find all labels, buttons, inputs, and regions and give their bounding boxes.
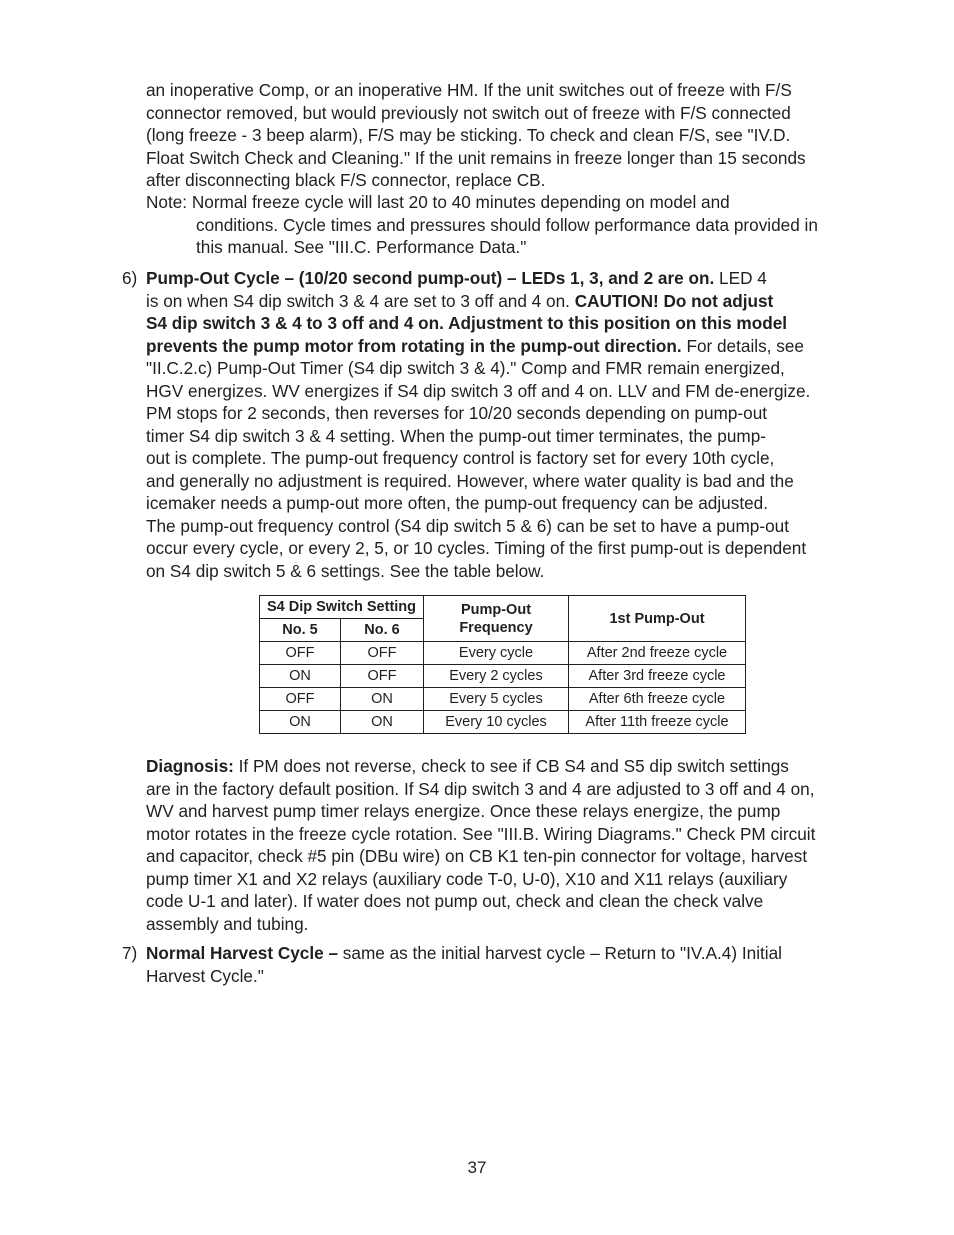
table-cell: ON	[341, 711, 424, 734]
text-line: pump timer X1 and X2 relays (auxiliary code T-0, U-0), X10 and X11 relays (auxiliary	[146, 868, 788, 889]
text-line: conditions. Cycle times and pressures should follow performance data provided in	[196, 214, 818, 235]
text-line: after disconnecting black F/S connector, replace CB.	[146, 170, 546, 190]
text-line: occur every cycle, or every 2, 5, or 10 cycles. Timing of the first pump-out is dependent	[146, 538, 807, 558]
text-fragment: For details, see	[681, 335, 804, 356]
table-cell: ON	[260, 711, 341, 734]
text-line: WV and harvest pump timer relays energize. Once these relays energize, the pump	[146, 801, 781, 821]
caution-text: S4 dip switch 3 & 4 to 3 off and 4 on. Adjustment to this position on this model	[146, 313, 788, 333]
text-fragment: same as the initial harvest cycle – Return to "IV.A.4) Initial	[338, 943, 782, 963]
text-fragment: LED 4	[714, 268, 767, 288]
table-row	[260, 711, 746, 734]
table-header-no6: No. 6	[341, 619, 424, 642]
step7-title: Normal Harvest Cycle –	[146, 943, 339, 963]
text-line	[146, 942, 876, 965]
text-line: out is complete. The pump-out frequency control is factory set for every 10th cycle,	[146, 448, 775, 468]
header-label: Pump-Out Frequency	[459, 601, 533, 636]
table-group-header: S4 Dip Switch Setting	[260, 596, 424, 619]
table-cell: OFF	[260, 642, 341, 665]
step7-paragraph	[146, 942, 876, 987]
table-cell: ON	[341, 688, 424, 711]
table-header-frequency	[424, 596, 569, 642]
table-cell: After 11th freeze cycle	[569, 711, 746, 734]
text-line: are in the factory default position. If S4 dip switch 3 and 4 are adjusted to 3 off and 4 on,	[146, 778, 815, 799]
text-line: code U-1 and later). If water does not pump out, check and clean the check valve	[146, 891, 764, 911]
text-line: and generally no adjustment is required. However, where water quality is bad and the	[146, 470, 794, 491]
text-fragment: If PM does not reverse, check to see if CB S4 and S5 dip switch settings	[233, 756, 789, 776]
table-row	[260, 688, 746, 711]
text-line	[146, 267, 876, 290]
table-cell: OFF	[260, 688, 341, 711]
intro-paragraph	[146, 79, 876, 192]
text-line: "II.C.2.c) Pump-Out Timer (S4 dip switch 3 & 4)." Comp and FMR remain energized,	[146, 358, 785, 378]
text-line: The pump-out frequency control (S4 dip switch 5 & 6) can be set to have a pump-out	[146, 515, 789, 536]
text-line: motor rotates in the freeze cycle rotation. See "III.B. Wiring Diagrams." Check PM circuit	[146, 823, 816, 844]
table-cell: After 6th freeze cycle	[569, 688, 746, 711]
text-line: (long freeze - 3 beep alarm), F/S may be sticking. To check and clean F/S, see "IV.D.	[146, 125, 791, 145]
text-line: Harvest Cycle."	[146, 965, 264, 986]
text-line: Float Switch Check and Cleaning." If the unit remains in freeze longer than 15 seconds	[146, 147, 806, 168]
table-header-first-pump-out: 1st Pump-Out	[569, 596, 746, 642]
pump-out-table	[259, 595, 746, 734]
caution-text: prevents the pump motor from rotating in the pump-out direction.	[146, 335, 682, 356]
text-line	[146, 755, 876, 778]
text-line: this manual. See "III.C. Performance Data."	[196, 237, 527, 257]
diagnosis-paragraph	[146, 755, 876, 935]
table-cell: OFF	[341, 665, 424, 688]
text-line: connector removed, but would previously not switch out of freeze with F/S connected	[146, 102, 791, 123]
table-cell: After 2nd freeze cycle	[569, 642, 746, 665]
table-cell: Every 5 cycles	[424, 688, 569, 711]
table-row	[260, 642, 746, 665]
table-cell: Every 2 cycles	[424, 665, 569, 688]
step-number: 6)	[122, 268, 138, 288]
text-line	[146, 290, 876, 313]
step-number: 7)	[122, 943, 138, 963]
text-line: icemaker needs a pump-out more often, the pump-out frequency can be adjusted.	[146, 493, 768, 513]
step6-paragraph	[146, 267, 876, 582]
text-line: timer S4 dip switch 3 & 4 setting. When the pump-out timer terminates, the pump-	[146, 425, 766, 446]
diagnosis-label: Diagnosis:	[146, 756, 234, 776]
text-line: PM stops for 2 seconds, then reverses for 10/20 seconds depending on pump-out	[146, 403, 768, 423]
text-line: and capacitor, check #5 pin (DBu wire) on CB K1 ten-pin connector for voltage, harvest	[146, 846, 808, 866]
table-row	[260, 665, 746, 688]
table-cell: ON	[260, 665, 341, 688]
text-fragment: is on when S4 dip switch 3 & 4 are set to 3 off and 4 on.	[146, 290, 575, 311]
text-line: Note: Normal freeze cycle will last 20 to 40 minutes depending on model and	[146, 192, 730, 212]
table-header-no5: No. 5	[260, 619, 341, 642]
table-cell: After 3rd freeze cycle	[569, 665, 746, 688]
table-cell: OFF	[341, 642, 424, 665]
text-line: an inoperative Comp, or an inoperative HM. If the unit switches out of freeze with F/S	[146, 80, 792, 100]
step6-title: Pump-Out Cycle – (10/20 second pump-out) – LEDs 1, 3, and 2 are on.	[146, 268, 715, 288]
text-line: HGV energizes. WV energizes if S4 dip switch 3 off and 4 on. LLV and FM de-energize.	[146, 380, 811, 401]
text-line: assembly and tubing.	[146, 913, 309, 934]
text-line	[146, 312, 876, 335]
text-line: on S4 dip switch 5 & 6 settings. See the table below.	[146, 560, 545, 581]
text-line	[146, 335, 876, 358]
table-cell: Every cycle	[424, 642, 569, 665]
page-number: 37	[467, 1158, 487, 1177]
note-paragraph	[146, 191, 876, 259]
caution-text: CAUTION! Do not adjust	[574, 290, 774, 311]
table-cell: Every 10 cycles	[424, 711, 569, 734]
